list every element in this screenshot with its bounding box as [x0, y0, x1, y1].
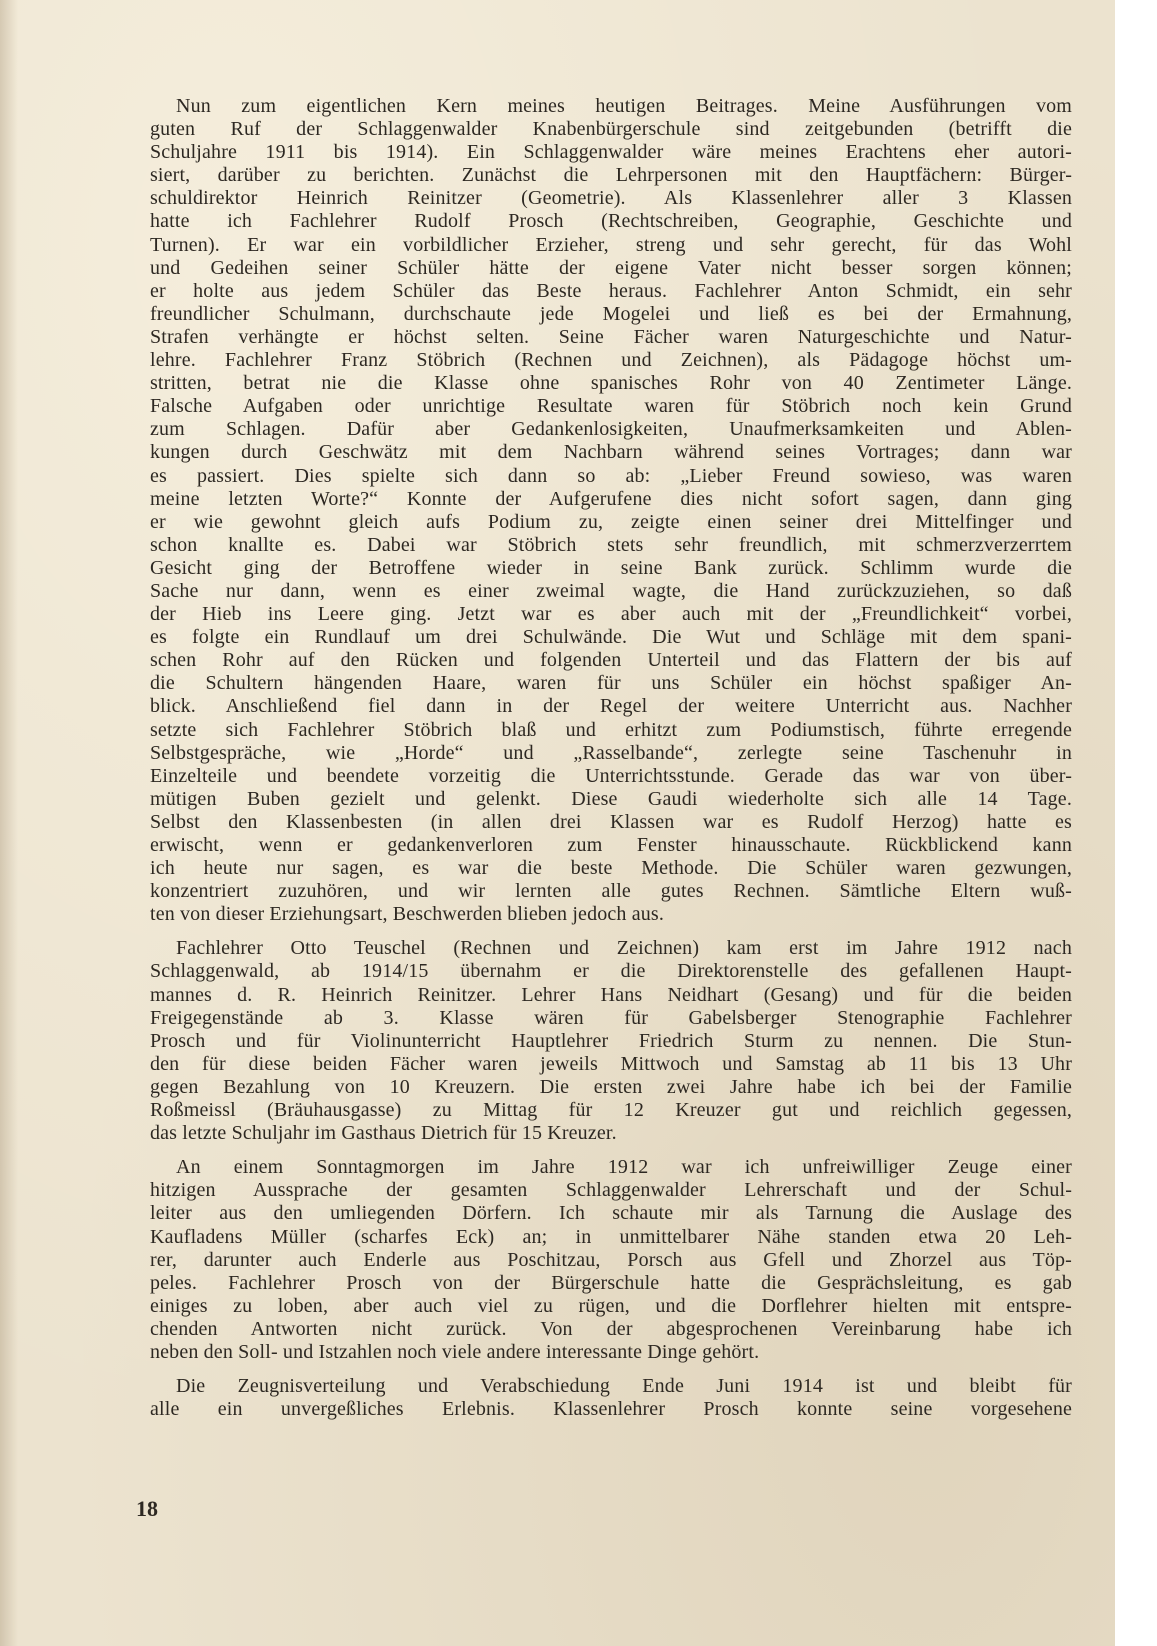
paragraph	[150, 1375, 1072, 1421]
text-line: Falsche Aufgaben oder unrichtige Resultate waren für Stöbrich noch kein Grund	[150, 395, 1072, 418]
text-line: lehre. Fachlehrer Franz Stöbrich (Rechnen und Zeichnen), als Pädagoge höchst um-	[150, 349, 1072, 372]
text-line: mannes d. R. Heinrich Reinitzer. Lehrer Hans Neidhart (Gesang) und für die beiden	[150, 983, 1072, 1006]
text-line: rer, darunter auch Enderle aus Poschitzau, Porsch aus Gfell und Zhorzel aus Töp-	[150, 1248, 1072, 1271]
text-line: Einzelteile und beendete vorzeitig die Unterrichtsstunde. Gerade das war von über-	[150, 764, 1072, 787]
paragraph	[150, 1156, 1072, 1364]
text-line: Prosch und für Violinunterricht Hauptlehrer Friedrich Sturm zu nennen. Die Stun-	[150, 1029, 1072, 1052]
text-line: Strafen verhängte er höchst selten. Seine Fächer waren Naturgeschichte und Natur-	[150, 325, 1072, 348]
text-line: leiter aus den umliegenden Dörfern. Ich schaute mir als Tarnung die Auslage des	[150, 1202, 1072, 1225]
text-line: Fachlehrer Otto Teuschel (Rechnen und Zeichnen) kam erst im Jahre 1912 nach	[176, 937, 1072, 960]
text-line: stritten, betrat nie die Klasse ohne spanisches Rohr von 40 Zentimeter Länge.	[150, 372, 1072, 395]
text-line: Nun zum eigentlichen Kern meines heutigen Beitrages. Meine Ausführungen vom	[176, 95, 1072, 117]
text-line: der Hieb ins Leere ging. Jetzt war es aber auch mit der „Freundlichkeit“ vorbei,	[150, 603, 1072, 626]
text-line: blick. Anschließend fiel dann in der Regel der weitere Unterricht aus. Nachher	[150, 695, 1072, 718]
text-line: Turnen). Er war ein vorbildlicher Erzieher, streng und sehr gerecht, für das Wohl	[150, 233, 1072, 256]
text-line: gegen Bezahlung von 10 Kreuzern. Die ersten zwei Jahre habe ich bei der Familie	[150, 1075, 1072, 1098]
text-line: das letzte Schuljahr im Gasthaus Dietrich für 15 Kreuzer.	[150, 1122, 617, 1145]
body-text	[150, 95, 1072, 1432]
text-line: schon knallte es. Dabei war Stöbrich stets sehr freundlich, mit schmerzverzerrtem	[150, 533, 1072, 556]
text-line: und Gedeihen seiner Schüler hätte der eigene Vater nicht besser sorgen können;	[150, 256, 1072, 279]
text-line: neben den Soll- und Istzahlen noch viele andere interessante Dinge gehört.	[150, 1340, 760, 1363]
text-line: den für diese beiden Fächer waren jeweils Mittwoch und Samstag ab 11 bis 13 Uhr	[150, 1052, 1072, 1075]
text-line: Die Zeugnisverteilung und Verabschiedung Ende Juni 1914 ist und bleibt für	[176, 1375, 1072, 1398]
text-line: schen Rohr auf den Rücken und folgenden Unterteil und das Flattern der bis auf	[150, 649, 1072, 672]
text-line: hitzigen Aussprache der gesamten Schlaggenwalder Lehrerschaft und der Schul-	[150, 1179, 1072, 1202]
text-line: ich heute nur sagen, es war die beste Methode. Die Schüler waren gezwungen,	[150, 857, 1072, 880]
text-line: setzte sich Fachlehrer Stöbrich blaß und erhitzt zum Podiumstisch, führte erregende	[150, 718, 1072, 741]
text-line: alle ein unvergeßliches Erlebnis. Klassenlehrer Prosch konnte seine vorgesehene	[150, 1398, 1072, 1421]
text-line: hatte ich Fachlehrer Rudolf Prosch (Rechtschreiben, Geographie, Geschichte und	[150, 210, 1072, 233]
text-line: chenden Antworten nicht zurück. Von der abgesprochenen Vereinbarung habe ich	[150, 1317, 1072, 1340]
text-line: konzentriert zuzuhören, und wir lernten alle gutes Rechnen. Sämtliche Eltern wuß-	[150, 880, 1072, 903]
text-line: Freigegenstände ab 3. Klasse wären für Gabelsberger Stenographie Fachlehrer	[150, 1006, 1072, 1029]
text-line: es passiert. Dies spielte sich dann so ab: „Lieber Freund sowieso, was waren	[150, 464, 1072, 487]
paragraph	[150, 937, 1072, 1145]
text-line: peles. Fachlehrer Prosch von der Bürgerschule hatte die Gesprächsleitung, es gab	[150, 1271, 1072, 1294]
page-number: 18	[136, 1496, 158, 1521]
text-line: schuldirektor Heinrich Reinitzer (Geometrie). Als Klassenlehrer aller 3 Klassen	[150, 187, 1072, 210]
text-line: mütigen Buben gezielt und gelenkt. Diese Gaudi wiederholte sich alle 14 Tage.	[150, 787, 1072, 810]
text-line: Schuljahre 1911 bis 1914). Ein Schlaggenwalder wäre meines Erachtens eher autori-	[150, 141, 1072, 164]
text-line: es folgte ein Rundlauf um drei Schulwände. Die Wut und Schläge mit dem spani-	[150, 626, 1072, 649]
text-line: zum Schlagen. Dafür aber Gedankenlosigkeiten, Unaufmerksamkeiten und Ablen-	[150, 418, 1072, 441]
text-line: einiges zu loben, aber auch viel zu rügen, und die Dorflehrer hielten mit entspre-	[150, 1294, 1072, 1317]
text-line: Sache nur dann, wenn es einer zweimal wagte, die Hand zurückzuziehen, so daß	[150, 579, 1072, 602]
paragraph	[150, 95, 1072, 926]
text-line: er wie gewohnt gleich aufs Podium zu, zeigte einen seiner drei Mittelfinger und	[150, 510, 1072, 533]
text-line: Selbstgespräche, wie „Horde“ und „Rasselbande“, zerlegte seine Taschenuhr in	[150, 741, 1072, 764]
text-line: meine letzten Worte?“ Konnte der Aufgerufene dies nicht sofort sagen, dann ging	[150, 487, 1072, 510]
text-line: erwischt, wenn er gedankenverloren zum Fenster hinausschaute. Rückblickend kann	[150, 834, 1072, 856]
text-line: Roßmeissl (Bräuhausgasse) zu Mittag für 12 Kreuzer gut und reichlich gegessen,	[150, 1099, 1072, 1122]
text-line: Kaufladens Müller (scharfes Eck) an; in unmittelbarer Nähe standen etwa 20 Leh-	[150, 1225, 1072, 1248]
text-line: ten von dieser Erziehungsart, Beschwerden blieben jedoch aus.	[150, 903, 664, 926]
text-line: die Schultern hängenden Haare, waren für uns Schüler ein höchst spaßiger An-	[150, 672, 1072, 695]
text-line: guten Ruf der Schlaggenwalder Knabenbürgerschule sind zeitgebunden (betrifft die	[150, 118, 1072, 141]
text-line: Schlaggenwald, ab 1914/15 übernahm er die Direktorenstelle des gefallenen Haupt-	[150, 960, 1072, 983]
text-line: kungen durch Geschwätz mit dem Nachbarn während seines Vortrages; dann war	[150, 441, 1072, 464]
text-line: siert, darüber zu berichten. Zunächst die Lehrpersonen mit den Hauptfächern: Bürger-	[150, 164, 1072, 187]
text-line: Selbst den Klassenbesten (in allen drei Klassen war es Rudolf Herzog) hatte es	[150, 810, 1072, 833]
text-line: An einem Sonntagmorgen im Jahre 1912 war ich unfreiwilliger Zeuge einer	[176, 1156, 1072, 1179]
text-line: er holte aus jedem Schüler das Beste heraus. Fachlehrer Anton Schmidt, ein sehr	[150, 279, 1072, 302]
text-line: Gesicht ging der Betroffene wieder in seine Bank zurück. Schlimm wurde die	[150, 556, 1072, 579]
text-line: freundlicher Schulmann, durchschaute jede Mogelei und ließ es bei der Ermahnung,	[150, 302, 1072, 325]
